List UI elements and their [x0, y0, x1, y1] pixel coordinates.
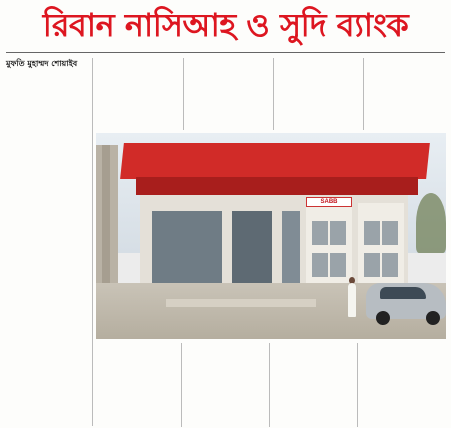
photo-panel-window	[330, 253, 346, 277]
column-divider	[92, 58, 93, 426]
photo-red-canopy	[120, 143, 430, 179]
photo-panel-window	[382, 221, 398, 245]
photo-canopy-underside	[136, 177, 418, 195]
column-divider	[183, 58, 184, 130]
article-column-top-2	[96, 58, 182, 130]
headline: রিবান নাসিআহ ও সুদি ব্যাংক	[42, 6, 409, 44]
photo-car-wheel	[426, 311, 440, 325]
photo-person	[348, 283, 356, 317]
photo-panel-window	[312, 253, 328, 277]
column-divider	[181, 343, 182, 427]
photo-panel-window	[364, 253, 380, 277]
article-column-top-3	[186, 58, 272, 130]
column-divider	[273, 58, 274, 130]
photo-palm-tree	[416, 193, 446, 253]
photo-panel-window	[312, 221, 328, 245]
byline: মুফতি মুহাম্মদ শোয়াইব	[6, 59, 78, 68]
article-column-left	[6, 70, 90, 427]
column-divider	[363, 58, 364, 130]
photo-panel-window	[330, 221, 346, 245]
bank-building-photo	[96, 133, 446, 339]
article-column-top-5	[366, 58, 446, 130]
photo-entrance-steps	[166, 299, 316, 307]
photo-panel-window	[382, 253, 398, 277]
article-column-bottom-3	[272, 343, 356, 427]
headline-rule	[6, 52, 445, 53]
photo-bank-sign: SABB	[306, 197, 352, 207]
article-column-bottom-4	[360, 343, 446, 427]
photo-panel-window	[364, 221, 380, 245]
article-column-bottom-1	[96, 343, 180, 427]
column-divider	[357, 343, 358, 427]
photo-car-wheel	[376, 311, 390, 325]
article-column-bottom-2	[184, 343, 268, 427]
article-column-top-4	[276, 58, 362, 130]
photo-car-window	[380, 287, 426, 299]
column-divider	[269, 343, 270, 427]
photo-tower-shadow	[102, 145, 110, 295]
